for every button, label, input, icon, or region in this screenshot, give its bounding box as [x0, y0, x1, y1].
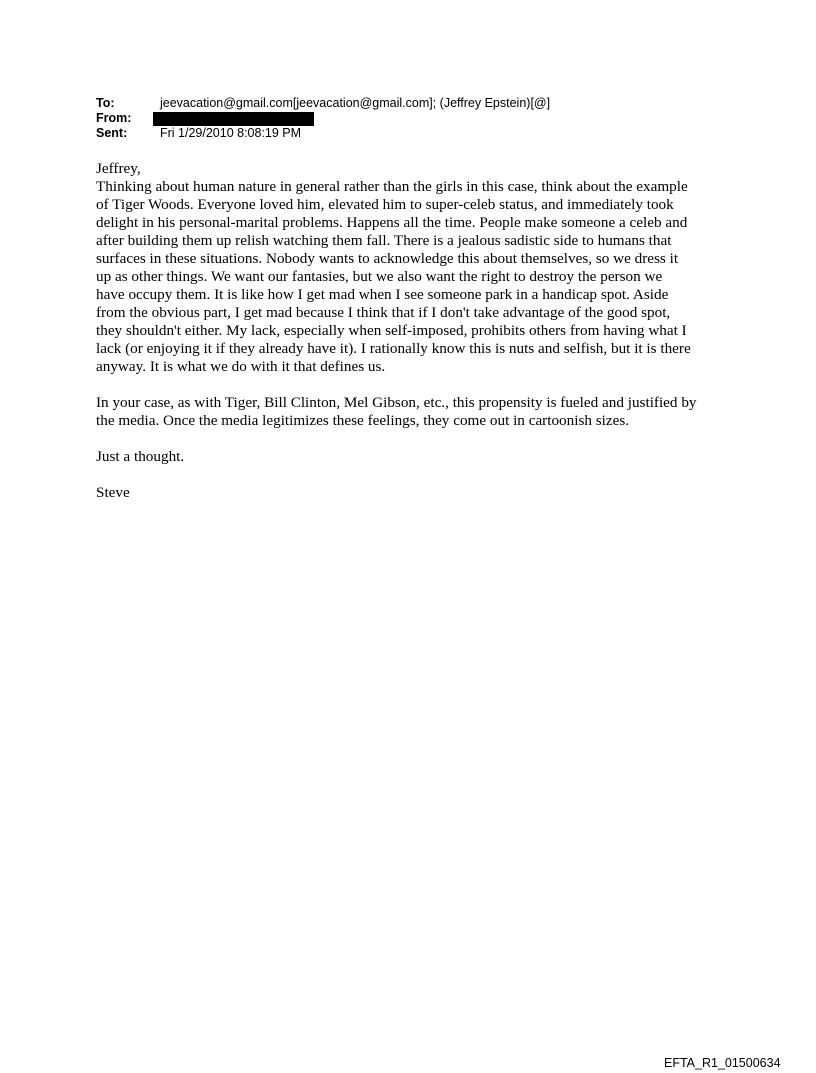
body-line: Thinking about human nature in general rather than the girls in this case, think about the example	[96, 178, 688, 195]
body-line: In your case, as with Tiger, Bill Clinton, Mel Gibson, etc., this propensity is fueled and justified by	[96, 394, 697, 411]
body-line: up as other things. We want our fantasies, but we also want the right to destroy the person we	[96, 268, 663, 285]
paragraph-1	[96, 178, 736, 376]
sent-row	[96, 126, 550, 141]
sent-label: Sent:	[96, 126, 128, 140]
to-label: To:	[96, 96, 115, 110]
body-line: have occupy them. It is like how I get mad when I see someone park in a handicap spot. Aside	[96, 286, 669, 303]
body-line: lack (or enjoying it if they already have it). I rationally know this is nuts and selfish, but it is there	[96, 340, 691, 357]
email-header	[96, 96, 550, 141]
to-row	[96, 96, 550, 111]
paragraph-2	[96, 394, 736, 430]
email-body	[96, 160, 736, 502]
paragraph-spacer	[96, 430, 736, 448]
from-label: From:	[96, 111, 132, 125]
document-id: EFTA_R1_01500634	[664, 1056, 781, 1070]
redaction-box	[153, 112, 314, 126]
closing: Just a thought.	[96, 448, 185, 465]
body-line: delight in his personal-marital problems. Happens all the time. People make someone a celeb and	[96, 214, 688, 231]
body-line: of Tiger Woods. Everyone loved him, elevated him to super-celeb status, and immediately took	[96, 196, 674, 213]
body-line: anyway. It is what we do with it that defines us.	[96, 358, 386, 375]
paragraph-spacer	[96, 376, 736, 394]
body-line: from the obvious part, I get mad because I think that if I don't take advantage of the good spot,	[96, 304, 671, 321]
to-value: jeevacation@gmail.com[jeevacation@gmail.com]; (Jeffrey Epstein)[@]	[160, 96, 551, 110]
sent-value: Fri 1/29/2010 8:08:19 PM	[160, 126, 302, 140]
signature: Steve	[96, 484, 130, 501]
body-line: after building them up relish watching them fall. There is a jealous sadistic side to humans that	[96, 232, 672, 249]
body-line: surfaces in these situations. Nobody wants to acknowledge this about themselves, so we dress it	[96, 250, 679, 267]
body-line: they shouldn't either. My lack, especially when self-imposed, prohibits others from having what I	[96, 322, 687, 339]
paragraph-spacer	[96, 466, 736, 484]
greeting: Jeffrey,	[96, 160, 141, 177]
from-row	[96, 111, 550, 126]
body-line: the media. Once the media legitimizes these feelings, they come out in cartoonish sizes.	[96, 412, 630, 429]
